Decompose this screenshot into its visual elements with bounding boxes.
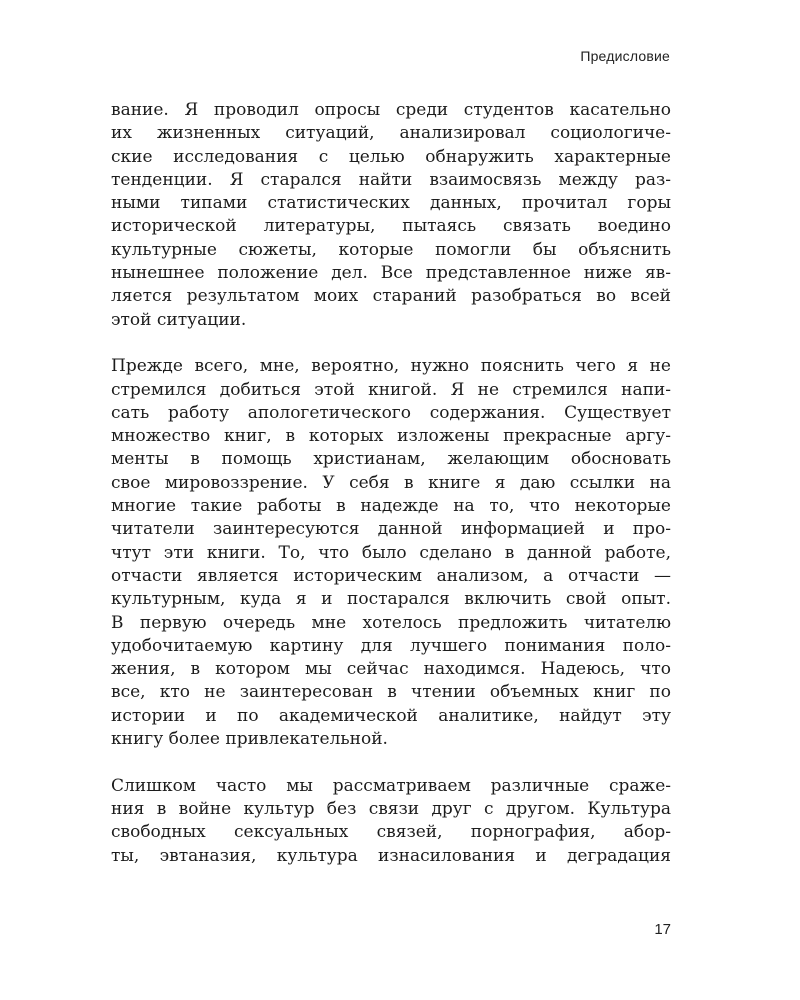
text-line: свое мировоззрение. У себя в книге я даю ссылки на <box>111 472 671 493</box>
text-line: ские исследования с целью обнаружить характерные <box>111 146 671 167</box>
text-line: В первую очередь мне хотелось предложить читателю <box>111 612 671 633</box>
paragraph-3 <box>111 775 671 868</box>
text-line: тенденции. Я старался найти взаимосвязь между раз- <box>111 169 671 190</box>
text-line: множество книг, в которых изложены прекрасные аргу- <box>111 426 671 447</box>
text-line: удобочитаемую картину для лучшего понимания поло- <box>111 635 671 656</box>
text-line: отчасти является историческим анализом, а отчасти — <box>111 565 671 586</box>
text-line: книгу более привлекательной. <box>111 729 388 750</box>
paragraph-1 <box>111 99 671 332</box>
paragraph-2 <box>111 355 671 751</box>
text-line: ты, эвтаназия, культура изнасилования и деградация <box>111 845 671 866</box>
text-line: все, кто не заинтересован в чтении объемных книг по <box>111 682 671 703</box>
text-line: исторической литературы, пытаясь связать воедино <box>111 216 671 237</box>
text-line: многие такие работы в надежде на то, что некоторые <box>111 496 671 517</box>
text-line: Прежде всего, мне, вероятно, нужно пояснить чего я не <box>111 356 671 377</box>
text-line: менты в помощь христианам, желающим обосновать <box>111 449 671 470</box>
text-line: нынешнее положение дел. Все представленное ниже яв- <box>111 263 671 284</box>
text-line: истории и по академической аналитике, найдут эту <box>111 705 671 726</box>
body-text <box>111 99 671 868</box>
text-line: читатели заинтересуются данной информацией и про- <box>111 519 671 540</box>
text-line: ния в войне культур без связи друг с другом. Культура <box>111 798 671 819</box>
text-line: стремился добиться этой книгой. Я не стремился напи- <box>111 379 671 400</box>
page-number: 17 <box>654 921 671 938</box>
paragraph-spacer <box>111 751 671 774</box>
text-line: культурные сюжеты, которые помогли бы объяснить <box>111 239 671 260</box>
text-line: этой ситуации. <box>111 309 247 330</box>
running-header-title: Предисловие <box>580 48 670 64</box>
text-line: жения, в котором мы сейчас находимся. Надеюсь, что <box>111 659 671 680</box>
text-line: ляется результатом моих стараний разобраться во всей <box>111 286 671 307</box>
text-line: культурным, куда я и постарался включить свой опыт. <box>111 589 671 610</box>
text-line: сать работу апологетического содержания. Существует <box>111 402 671 423</box>
text-line: вание. Я проводил опросы среди студентов касательно <box>111 100 671 120</box>
text-line: чтут эти книги. То, что было сделано в данной работе, <box>111 542 671 563</box>
text-line: свободных сексуальных связей, порнография, абор- <box>111 822 671 843</box>
text-line: их жизненных ситуаций, анализировал социологиче- <box>111 123 671 144</box>
text-line: Слишком часто мы рассматриваем различные сраже- <box>111 775 671 796</box>
text-line: ными типами статистических данных, прочитал горы <box>111 193 671 214</box>
paragraph-spacer <box>111 332 671 355</box>
